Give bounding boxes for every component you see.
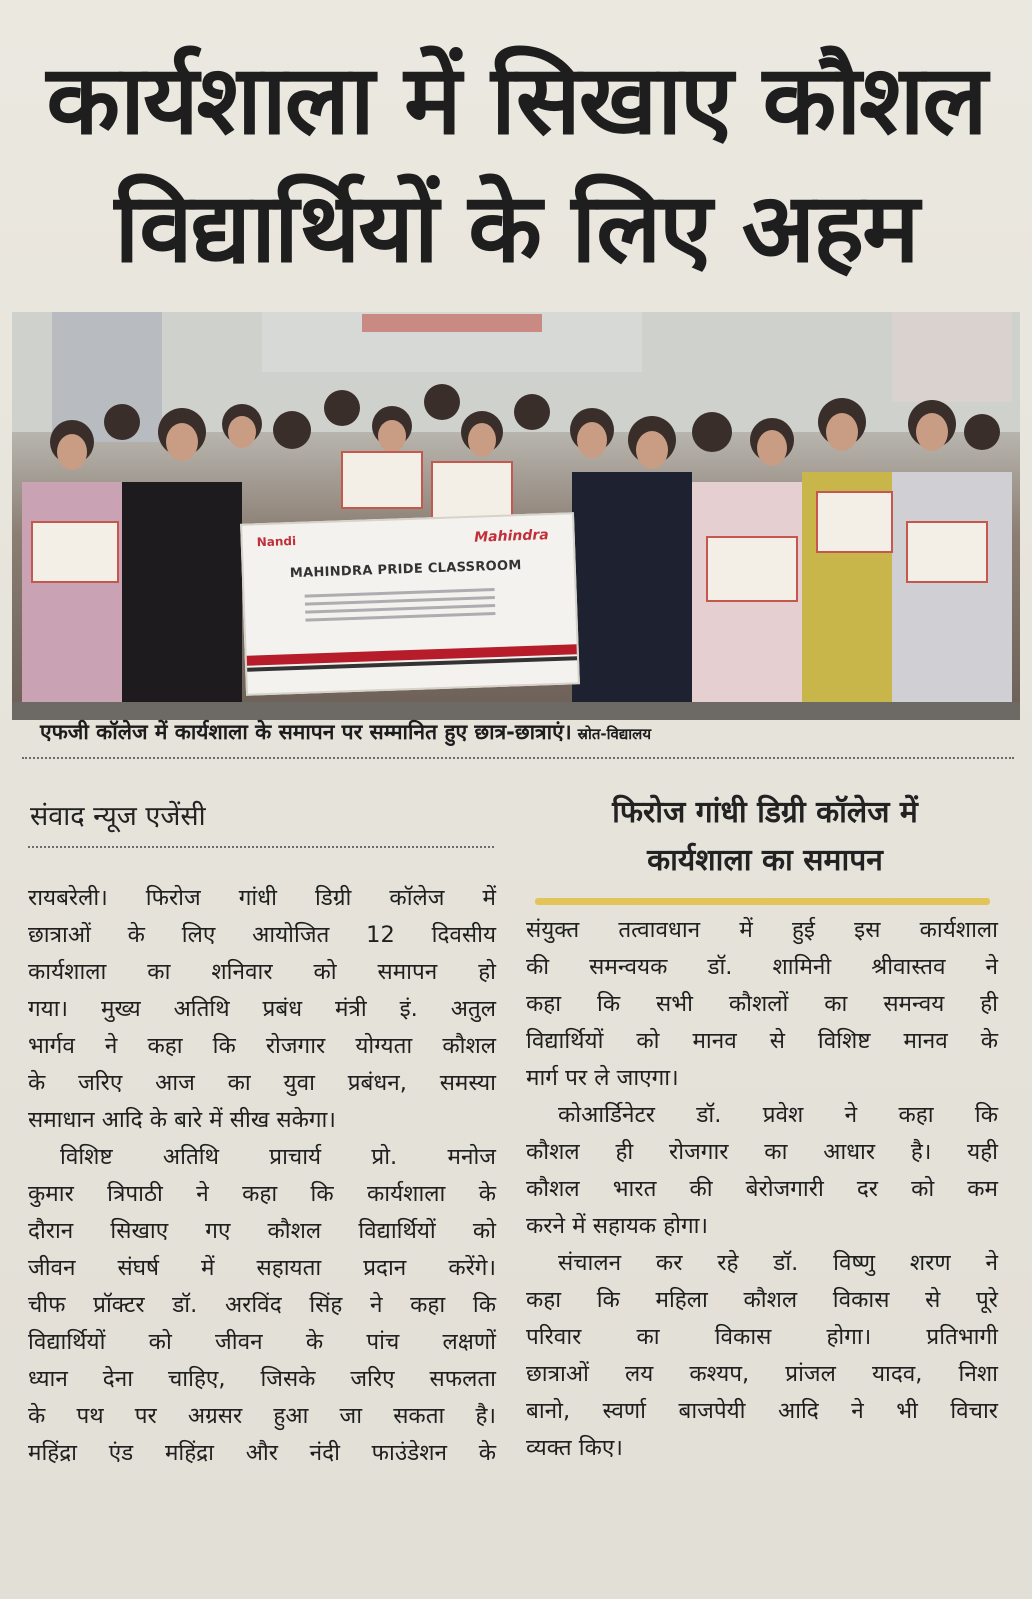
article-line: जीवन संघर्ष में सहायता प्रदान करेंगे। — [28, 1255, 496, 1281]
mahindra-banner — [240, 512, 580, 696]
article-line: विद्यार्थियों को मानव से विशिष्ट मानव के — [526, 1028, 998, 1054]
article-line: कार्यशाला का शनिवार को समापन हो — [28, 959, 496, 985]
article-line: के जरिए आज का युवा प्रबंधन, समस्या — [28, 1070, 496, 1096]
article-line: कोआर्डिनेटर डॉ. प्रवेश ने कहा कि — [558, 1102, 998, 1128]
caption-source: स्रोत-विद्यालय — [577, 725, 652, 743]
banner-logo-right: Mahindra — [473, 527, 549, 546]
article-line: के पथ पर अग्रसर हुआ जा सकता है। — [28, 1403, 496, 1429]
article-line: कहा कि महिला कौशल विकास से पूरे — [526, 1287, 998, 1313]
subheading-line-1: फिरोज गांधी डिग्री कॉलेज में — [612, 795, 918, 830]
article-right-column — [526, 912, 998, 1467]
article-line: विद्यार्थियों को जीवन के पांच लक्षणों — [28, 1329, 496, 1355]
subheading-underline — [535, 898, 990, 905]
article-line: कौशल भारत की बेरोजगारी दर को कम — [526, 1176, 998, 1202]
article-line: गया। मुख्य अतिथि प्रबंध मंत्री इं. अतुल — [28, 996, 496, 1022]
article-line: समाधान आदि के बारे में सीख सकेगा। — [28, 1107, 336, 1133]
article-line: छात्राओं लय कश्यप, प्रांजल यादव, निशा — [526, 1361, 998, 1387]
article-line: मार्ग पर ले जाएगा। — [526, 1065, 679, 1091]
article-line: व्यक्त किए। — [526, 1435, 623, 1461]
caption-text: एफजी कॉलेज में कार्यशाला के समापन पर सम्मानित हुए छात्र-छात्राएं। — [40, 720, 572, 744]
banner-logo-left: Nandi — [256, 533, 297, 550]
article-left-column — [28, 880, 496, 1472]
article-line: कौशल ही रोजगार का आधार है। यही — [526, 1139, 998, 1165]
headline-line-2: विद्यार्थियों के लिए अहम — [114, 172, 918, 284]
article-line: महिंद्रा एंड महिंद्रा और नंदी फाउंडेशन के — [28, 1440, 496, 1466]
article-line: छात्राओं के लिए आयोजित 12 दिवसीय — [28, 922, 496, 948]
article-line: कुमार त्रिपाठी ने कहा कि कार्यशाला के — [28, 1181, 496, 1207]
article-line: करने में सहायक होगा। — [526, 1213, 708, 1239]
subheading-line-2: कार्यशाला का समापन — [647, 843, 883, 878]
article-line: बानो, स्वर्णा बाजपेयी आदि ने भी विचार — [526, 1398, 998, 1424]
banner-fine-print — [304, 583, 495, 627]
article-line: विशिष्ट अतिथि प्राचार्य प्रो. मनोज — [60, 1144, 496, 1170]
caption-divider — [22, 757, 1014, 759]
article-line: संयुक्त तत्वावधान में हुई इस कार्यशाला — [526, 917, 998, 943]
article-line: भार्गव ने कहा कि रोजगार योग्यता कौशल — [28, 1033, 496, 1059]
article-line: की समन्वयक डॉ. शामिनी श्रीवास्तव ने — [526, 954, 998, 980]
group-photo — [12, 312, 1020, 720]
article-line: कहा कि सभी कौशलों का समन्वय ही — [526, 991, 998, 1017]
article-line: चीफ प्रॉक्टर डॉ. अरविंद सिंह ने कहा कि — [28, 1292, 496, 1318]
headline-line-1: कार्यशाला में सिखाए कौशल — [46, 44, 986, 156]
article-line: दौरान सिखाए गए कौशल विद्यार्थियों को — [28, 1218, 496, 1244]
photo-caption — [40, 718, 1000, 746]
byline-divider — [28, 846, 494, 848]
article-line: संचालन कर रहे डॉ. विष्णु शरण ने — [558, 1250, 998, 1276]
byline: संवाद न्यूज एजेंसी — [30, 801, 206, 832]
article-line: परिवार का विकास होगा। प्रतिभागी — [526, 1324, 998, 1350]
article-line: ध्यान देना चाहिए, जिसके जरिए सफलता — [28, 1366, 496, 1392]
banner-title: MAHINDRA PRIDE CLASSROOM — [289, 558, 522, 582]
article-line: रायबरेली। फिरोज गांधी डिग्री कॉलेज में — [28, 885, 496, 911]
